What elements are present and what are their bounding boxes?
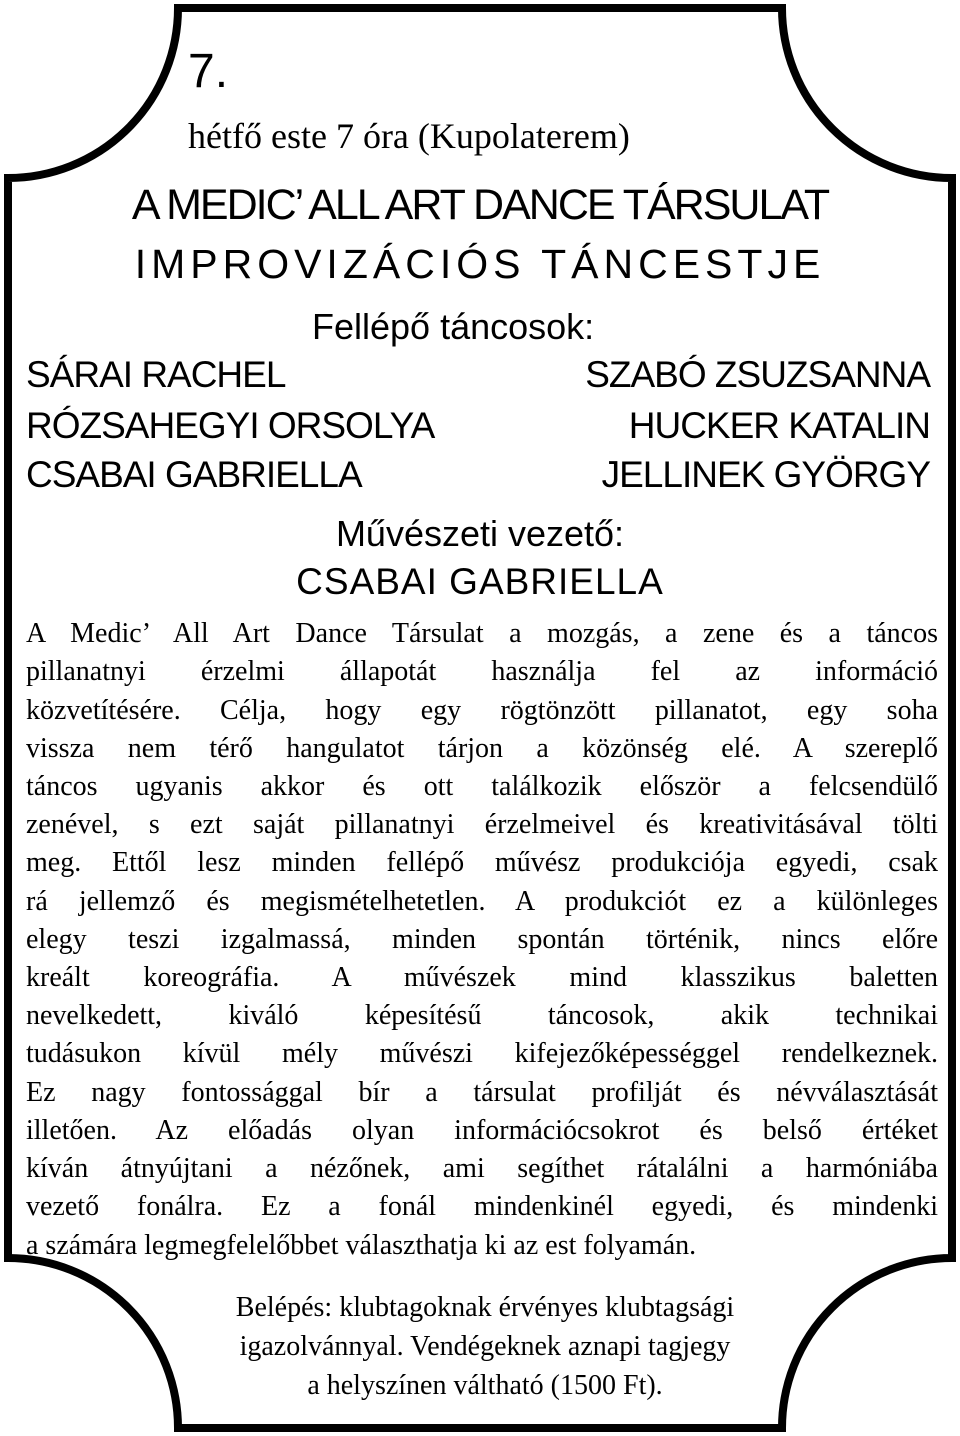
description-line: közvetítésére. Célja, hogy egy rögtönzött pillanatot, egy soha	[26, 695, 938, 726]
description-line: nevelkedett, kiváló képesítésű táncosok, akik technikai	[26, 1000, 938, 1031]
event-title-line1: A MEDIC’ ALL ART DANCE TÁRSULAT	[131, 181, 829, 229]
description-line: pillanatnyi érzelmi állapotát használja fel az információ	[26, 656, 938, 687]
description-line: vezető fonálra. Ez a fonál mindenkinél egyedi, és mindenki	[26, 1191, 938, 1222]
description-line: rá jellemző és megismételhetetlen. A produkciót ez a különleges	[26, 886, 938, 917]
description-line: elegy teszi izgalmassá, minden spontán történik, nincs előre	[26, 924, 938, 955]
performer-name: JELLINEK GYÖRGY	[601, 454, 930, 495]
event-title-line2: IMPROVIZÁCIÓS TÁNCESTJE	[134, 241, 826, 287]
admission-line: Belépés: klubtagoknak érvényes klubtagsági	[235, 1292, 735, 1323]
performers-label: Fellépő táncosok:	[312, 306, 595, 347]
description-line: Ez nagy fontossággal bír a társulat profilját és névválasztását	[26, 1077, 938, 1108]
director-label: Művészeti vezető:	[335, 513, 625, 554]
performer-name: SZABÓ ZSUZSANNA	[585, 354, 930, 395]
admission-line: igazolvánnyal. Vendégeknek aznapi tagjegy	[239, 1331, 731, 1362]
performer-row	[0, 456, 960, 496]
description-line: táncos ugyanis akkor és ott találkozik először a felcsendülő	[26, 771, 938, 802]
description-line: A Medic’ All Art Dance Társulat a mozgás, a zene és a táncos	[26, 618, 938, 649]
admission-line: a helyszínen váltható (1500 Ft).	[307, 1370, 663, 1401]
performer-row	[0, 356, 960, 396]
performer-name: HUCKER KATALIN	[628, 405, 930, 446]
performer-name: RÓZSAHEGYI ORSOLYA	[26, 405, 435, 446]
description-line: a számára legmegfelelőbbet választhatja ki az est folyamán.	[26, 1230, 697, 1261]
event-number: 7.	[188, 45, 229, 98]
director-name: CSABAI GABRIELLA	[296, 561, 664, 602]
description-line: meg. Ettől lesz minden fellépő művész produkciója egyedi, csak	[26, 847, 938, 878]
description-line: kíván átnyújtani a nézőnek, ami segíthet rátalálni a harmóniába	[26, 1153, 938, 1184]
performer-name: CSABAI GABRIELLA	[26, 454, 362, 495]
description-line: zenével, s ezt saját pillanatnyi érzelmeivel és kreativitásával tölti	[26, 809, 938, 840]
description-line: tudásukon kívül mély művészi kifejezőképességgel rendelkeznek.	[26, 1038, 938, 1069]
description-line: illetően. Az előadás olyan információcsokrot és belső értéket	[26, 1115, 938, 1146]
description-line: vissza nem térő hangulatot tárjon a közönség elé. A szereplő	[26, 733, 938, 764]
performer-row	[0, 407, 960, 447]
event-time-place: hétfő este 7 óra (Kupolaterem)	[188, 116, 630, 156]
description-line: kreált koreográfia. A művészek mind klasszikus baletten	[26, 962, 938, 993]
performer-name: SÁRAI RACHEL	[26, 354, 286, 395]
